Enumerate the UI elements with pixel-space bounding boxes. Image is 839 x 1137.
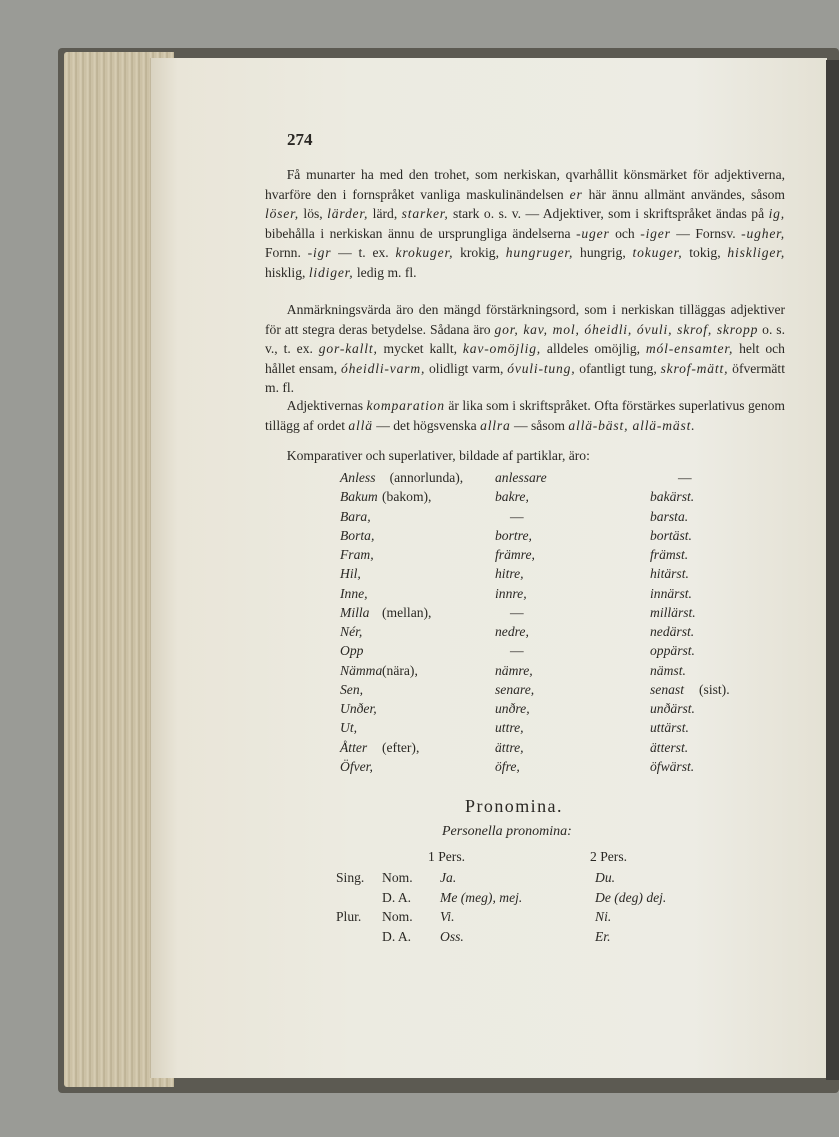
text-run: — det högsvenska <box>372 417 481 433</box>
text-run: här ännu allmänt användes, såsom <box>582 186 785 202</box>
pronoun-row <box>0 929 839 949</box>
italic-term: hungruger, <box>505 245 574 260</box>
positive-form: Ut, <box>340 720 357 736</box>
paragraph-1 <box>265 165 785 282</box>
superlative-form: ätterst. <box>650 739 689 755</box>
pronoun-header-row <box>0 849 839 869</box>
superlative-form: oppärst. <box>650 643 695 659</box>
comparative-form: — <box>510 643 524 659</box>
superlative-form: bortäst. <box>650 527 692 543</box>
pronoun-row <box>0 870 839 890</box>
text-run: och <box>609 225 641 241</box>
comparative-form: främre, <box>495 547 535 562</box>
superlative-form: bakärst. <box>650 489 695 505</box>
superlative-form: innärst. <box>650 585 692 601</box>
text-run: ofantligt tung, <box>575 360 661 376</box>
positive-form: Öfver, <box>340 758 373 774</box>
superlative-form: barsta. <box>650 508 689 524</box>
italic-term: óheidli-varm, <box>340 360 426 376</box>
comparison-row <box>0 566 839 586</box>
positive-form: Bakum <box>340 489 378 505</box>
pronoun-first-person: Vi. <box>440 909 455 924</box>
comparative-form: öfre, <box>495 758 520 774</box>
section-subheading: Personella pronomina: <box>442 824 572 839</box>
positive-form: Fram, <box>340 547 374 562</box>
italic-term: tokuger, <box>632 245 683 260</box>
italic-term: -igr <box>307 245 332 260</box>
pronoun-row <box>0 909 839 929</box>
text-run: Adjektivernas <box>286 398 367 413</box>
positive-form: Nämma <box>340 662 383 678</box>
positive-gloss: (annorlunda), <box>389 470 464 485</box>
positive-gloss: (nära), <box>382 662 418 678</box>
pronoun-first-person: Oss. <box>440 928 464 944</box>
comparison-row <box>0 740 839 760</box>
comparison-row <box>0 643 839 663</box>
positive-form: Opp <box>340 643 364 659</box>
pronoun-header-first: 1 Pers. <box>428 849 466 864</box>
pronoun-case: D. A. <box>382 889 412 905</box>
text-run: krokig, <box>453 245 506 260</box>
positive-form: Unðer, <box>340 701 377 716</box>
section-heading: Pronomina. <box>465 796 563 816</box>
text-run: — såsom <box>510 417 569 433</box>
text-run: olidligt varm, <box>425 360 508 376</box>
superlative-form: främst. <box>650 547 689 562</box>
paragraph-4-text: Komparativer och superlativer, bildade af partiklar, äro: <box>286 448 590 463</box>
text-run: är lika som i skriftspråket. Ofta förstärkes superlativus genom tillägg af ordet <box>265 398 786 433</box>
italic-term: allä-bäst, allä-mäst. <box>568 417 696 433</box>
text-run: — Fornsv. <box>670 225 742 241</box>
comparative-form: — <box>510 604 524 620</box>
positive-form: Anless <box>340 470 376 485</box>
positive-gloss: (bakom), <box>382 489 432 505</box>
comparison-row <box>0 701 839 721</box>
italic-term: lidiger, <box>308 264 354 280</box>
comparative-form: bortre, <box>495 527 532 543</box>
comparative-form: innre, <box>495 585 527 601</box>
pronoun-case: D. A. <box>382 928 412 944</box>
pronoun-second-person: Er. <box>595 928 611 944</box>
text-run: o. s. v., t. ex. <box>265 321 785 356</box>
text-run: lärd, <box>368 206 402 221</box>
italic-term: lärder, <box>327 206 369 221</box>
pronoun-row <box>0 890 839 910</box>
text-run: tokig, <box>682 245 728 260</box>
positive-form: Sen, <box>340 681 364 697</box>
text-run: Anmärkningsvärda äro den mängd förstärkningsord, som i nerkiskan tilläggas adjektiver för att stegra deras betydelse. Sådana äro <box>265 302 785 337</box>
comparative-form: anlessare <box>495 470 547 485</box>
text-run: Fornn. <box>265 245 308 260</box>
positive-gloss: (mellan), <box>382 604 432 620</box>
comparison-row <box>0 720 839 740</box>
italic-term: krokuger, <box>395 245 454 260</box>
italic-term: -iger <box>640 225 671 241</box>
text-run: mycket kallt, <box>377 341 463 356</box>
text-run: helt och hållet ensam, <box>265 341 785 376</box>
text-run: stark o. s. v. — Adjektiver, som i skriftspråket ändas på <box>448 206 769 221</box>
text-run: hungrig, <box>573 245 633 260</box>
italic-term: allra <box>480 417 511 433</box>
italic-term: hiskliger, <box>727 245 786 260</box>
comparison-row <box>0 470 839 490</box>
superlative-form: nedärst. <box>650 624 695 639</box>
comparison-row <box>0 509 839 529</box>
superlative-form: uttärst. <box>650 720 689 736</box>
text-run: lös, <box>298 206 328 221</box>
italic-term: -uger <box>576 225 610 241</box>
text-run: — t. ex. <box>331 245 396 260</box>
pronoun-second-person: De (deg) dej. <box>595 889 667 905</box>
italic-term: starker, <box>401 206 449 221</box>
comparative-form: bakre, <box>495 489 529 505</box>
pronoun-first-person: Ja. <box>440 870 457 885</box>
comparative-form: senare, <box>495 681 535 697</box>
positive-form: Hil, <box>340 566 361 582</box>
italic-term: kav-omöjlig, <box>462 341 542 356</box>
pronoun-number: Sing. <box>336 870 365 885</box>
positive-form: Milla <box>340 604 370 620</box>
superlative-form: unðärst. <box>650 701 695 716</box>
comparative-form: unðre, <box>495 701 530 716</box>
superlative-gloss: (sist). <box>699 681 730 697</box>
comparison-row <box>0 759 839 779</box>
positive-form: Inne, <box>340 585 368 601</box>
comparison-row <box>0 682 839 702</box>
comparison-row <box>0 663 839 683</box>
pronoun-second-person: Ni. <box>595 909 612 924</box>
comparative-form: hitre, <box>495 566 524 582</box>
comparison-row <box>0 605 839 625</box>
comparison-row <box>0 624 839 644</box>
superlative-form: öfwärst. <box>650 758 695 774</box>
superlative-form: nämst. <box>650 662 686 678</box>
comparative-form: uttre, <box>495 720 524 736</box>
comparison-row <box>0 489 839 509</box>
pronoun-second-person: Du. <box>595 870 616 885</box>
positive-form: Borta, <box>340 527 375 543</box>
comparative-form: nämre, <box>495 662 533 678</box>
paragraph-4 <box>265 446 785 466</box>
comparative-form: nedre, <box>495 624 529 639</box>
italic-term: er <box>569 186 583 202</box>
italic-term: gor-kallt, <box>318 341 378 356</box>
positive-form: Nér, <box>340 624 363 639</box>
pronoun-case: Nom. <box>382 909 413 924</box>
text-run: Få munarter ha med den trohet, som nerkiskan, qvarhållit könsmärket för adjektiverna, hvarföre den i fornspråket vanliga maskulinändelsen <box>265 167 785 202</box>
pronoun-case: Nom. <box>382 870 413 885</box>
text-run: bibehålla i nerkiskan ännu de ursprungliga ändelserna <box>265 225 577 241</box>
comparison-row <box>0 547 839 567</box>
positive-gloss: (efter), <box>382 739 420 755</box>
italic-term: mól-ensamter, <box>645 341 734 356</box>
paragraph-2-text <box>265 300 785 398</box>
text-run: alldeles omöjlig, <box>541 341 646 356</box>
comparative-form: — <box>510 508 524 524</box>
comparative-form: ättre, <box>495 739 524 755</box>
text-run: ledig m. fl. <box>353 264 417 280</box>
positive-form: Bara, <box>340 508 371 524</box>
pronoun-first-person: Me (meg), mej. <box>440 889 523 905</box>
paragraph-1-text <box>265 165 785 282</box>
italic-term: allä <box>348 417 373 433</box>
superlative-form: hitärst. <box>650 566 689 582</box>
text-run: hisklig, <box>265 264 309 280</box>
italic-term: komparation <box>366 398 445 413</box>
italic-term: óvuli-tung, <box>507 360 576 376</box>
paragraph-2 <box>265 300 785 398</box>
italic-term: gor, kav, mol, óheidli, óvuli, skrof, skropp <box>494 321 759 337</box>
superlative-form: — <box>678 470 692 485</box>
pronoun-header-second: 2 Pers. <box>590 849 628 864</box>
superlative-form: millärst. <box>650 604 696 620</box>
pronoun-number: Plur. <box>336 909 362 924</box>
italic-term: löser, <box>265 206 299 221</box>
page-number: 274 <box>287 130 313 149</box>
paragraph-3 <box>265 396 785 435</box>
text-run: öfvermätt m. fl. <box>265 360 785 395</box>
paragraph-3-text <box>265 396 785 435</box>
comparison-row <box>0 528 839 548</box>
italic-term: -ugher, <box>741 225 785 241</box>
comparison-row <box>0 586 839 606</box>
superlative-form: senast <box>650 681 684 697</box>
italic-term: skrof-mätt, <box>660 360 729 376</box>
italic-term: ig, <box>768 206 785 221</box>
positive-form: Åtter <box>340 739 368 755</box>
